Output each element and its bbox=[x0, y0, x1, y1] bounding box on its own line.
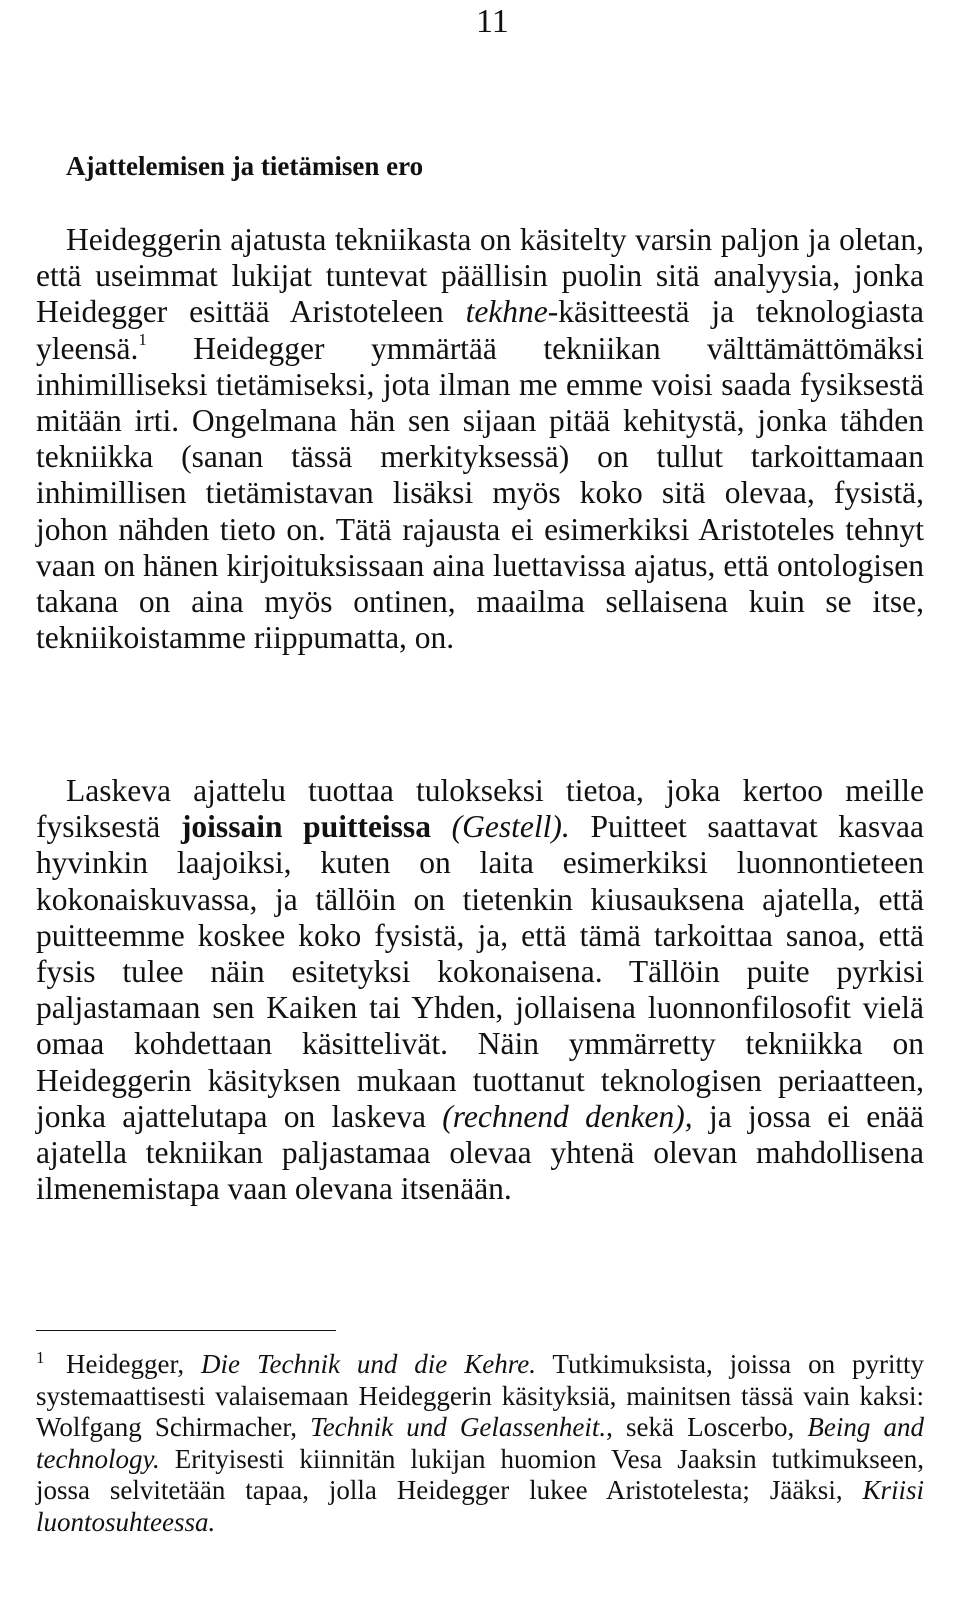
footnote-title-1: Die Technik und die Kehre. bbox=[201, 1349, 536, 1379]
page-number: 11 bbox=[476, 3, 509, 40]
footnote-title-2: Technik und Gelassenheit. bbox=[310, 1412, 607, 1443]
footnote-text-2: Tutkimuksista, joissa on pyritty systemaattisesti valaisemaan Heideggerin käsityksiä, mainitsen tässä vain kaksi: Wolfgang Schirmacher, bbox=[36, 1349, 924, 1443]
paragraph-1 bbox=[36, 222, 924, 656]
paragraph-2-term-rechnend: (rechnend denken), bbox=[442, 1098, 693, 1134]
paragraph-1-text-3: Heidegger ymmärtää tekniikan välttämättömäksi inhimilliseksi tietämiseksi, jota ilman me emme voisi saada fysiksestä mitään irti. Ongelmana hän sen sijaan pitää kehitystä, jonka tähden tekniikka (sanan tässä merkityksessä) on tullut tarkoittamaan inhimillisen tietämistavan lisäksi myös koko sitä olevaa, fysistä, johon nähden tieto on. Tätä rajausta ei esimerkiksi Aristoteles tehnyt vaan on hänen kirjoituksissaan aina luettavissa ajatus, että ontologisen takana on aina myös ontinen, maailma sellaisena kuin se itse, tekniikoistamme riippumatta, on. bbox=[36, 330, 924, 656]
paragraph-2-bold-term: joissain puitteissa bbox=[180, 809, 431, 845]
footnote-text-1: Heidegger, bbox=[66, 1349, 202, 1379]
section-heading: Ajattelemisen ja tietämisen ero bbox=[66, 151, 424, 181]
paragraph-2-term-gestell: (Gestell). bbox=[430, 809, 570, 845]
footnote-divider bbox=[36, 1330, 336, 1331]
paragraph-2-text-2: Puitteet saattavat kasvaa hyvinkin laajoiksi, kuten on laita esimerkiksi luonnontieteen kokonaiskuvassa, ja tällöin on tietenkin kiusauksena ajatella, että puitteemme koskee koko fysistä, ja, että tämä tarkoittaa sanoa, että fysis tulee näin esitetyksi kokonaisena. Tällöin puite pyrkisi paljastamaan sen Kaiken tai Yhden, jollaisena luonnonfilosofit vielä omaa kohdettaan käsittelivät. Näin ymmärretty tekniikka on Heideggerin käsityksen mukaan tuottanut teknologisen periaatteen, jonka ajattelutapa on laskeva bbox=[36, 809, 924, 1134]
footnote-title-4: Kriisi luontosuhteessa. bbox=[36, 1475, 924, 1537]
paragraph-1-text-1: Heideggerin ajatusta tekniikasta on käsitelty varsin paljon ja oletan, että useimmat lukijat tuntevat päällisin puolin sitä analyysia, jonka Heidegger esittää Aristoteleen bbox=[36, 222, 924, 330]
footnote-title-3: Being and technology. bbox=[36, 1412, 925, 1474]
paragraph-1-text-2: -käsitteestä ja teknologiasta yleensä. bbox=[36, 294, 924, 366]
paragraph-1-term-tekhne: tekhne bbox=[465, 294, 548, 330]
paragraph-2-text-1: Laskeva ajattelu tuottaa tulokseksi tietoa, joka kertoo meille fysiksestä bbox=[36, 773, 924, 845]
footnote-text-3: , sekä Loscerbo, bbox=[606, 1412, 808, 1443]
footnote-1: 1 Heidegger, Die Technik und die Kehre. Tutkimuksista, joissa on pyritty systemaattisesti valaisemaan Heideggerin käsityksiä, mainitsen tässä vain kaksi: Wolfgang Schirmacher, Technik und Gelassenheit., sekä Loscerbo, Being and technology. Erityisesti kiinnitän lukijan huomion Vesa Jaaksin tutkimukseen, jossa selvitetään tapaa, jolla Heidegger lukee Aristotelesta; Jääksi, Kriisi luontosuhteessa. bbox=[36, 1348, 925, 1537]
paragraph-2-text-3: ja jossa ei enää ajatella tekniikan paljastamaa olevaa yhtenä olevan mahdollisena ilmenemistapa vaan olevana itsenään. bbox=[36, 1098, 924, 1207]
paragraph-2 bbox=[36, 773, 924, 1207]
footnote-text-4: Erityisesti kiinnitän lukijan huomion Vesa Jaaksin tutkimukseen, jossa selvitetään tapaa, jolla Heidegger lukee Aristotelesta; Jääksi, bbox=[36, 1443, 924, 1506]
footnote-reference[interactable]: 1 bbox=[138, 329, 147, 349]
